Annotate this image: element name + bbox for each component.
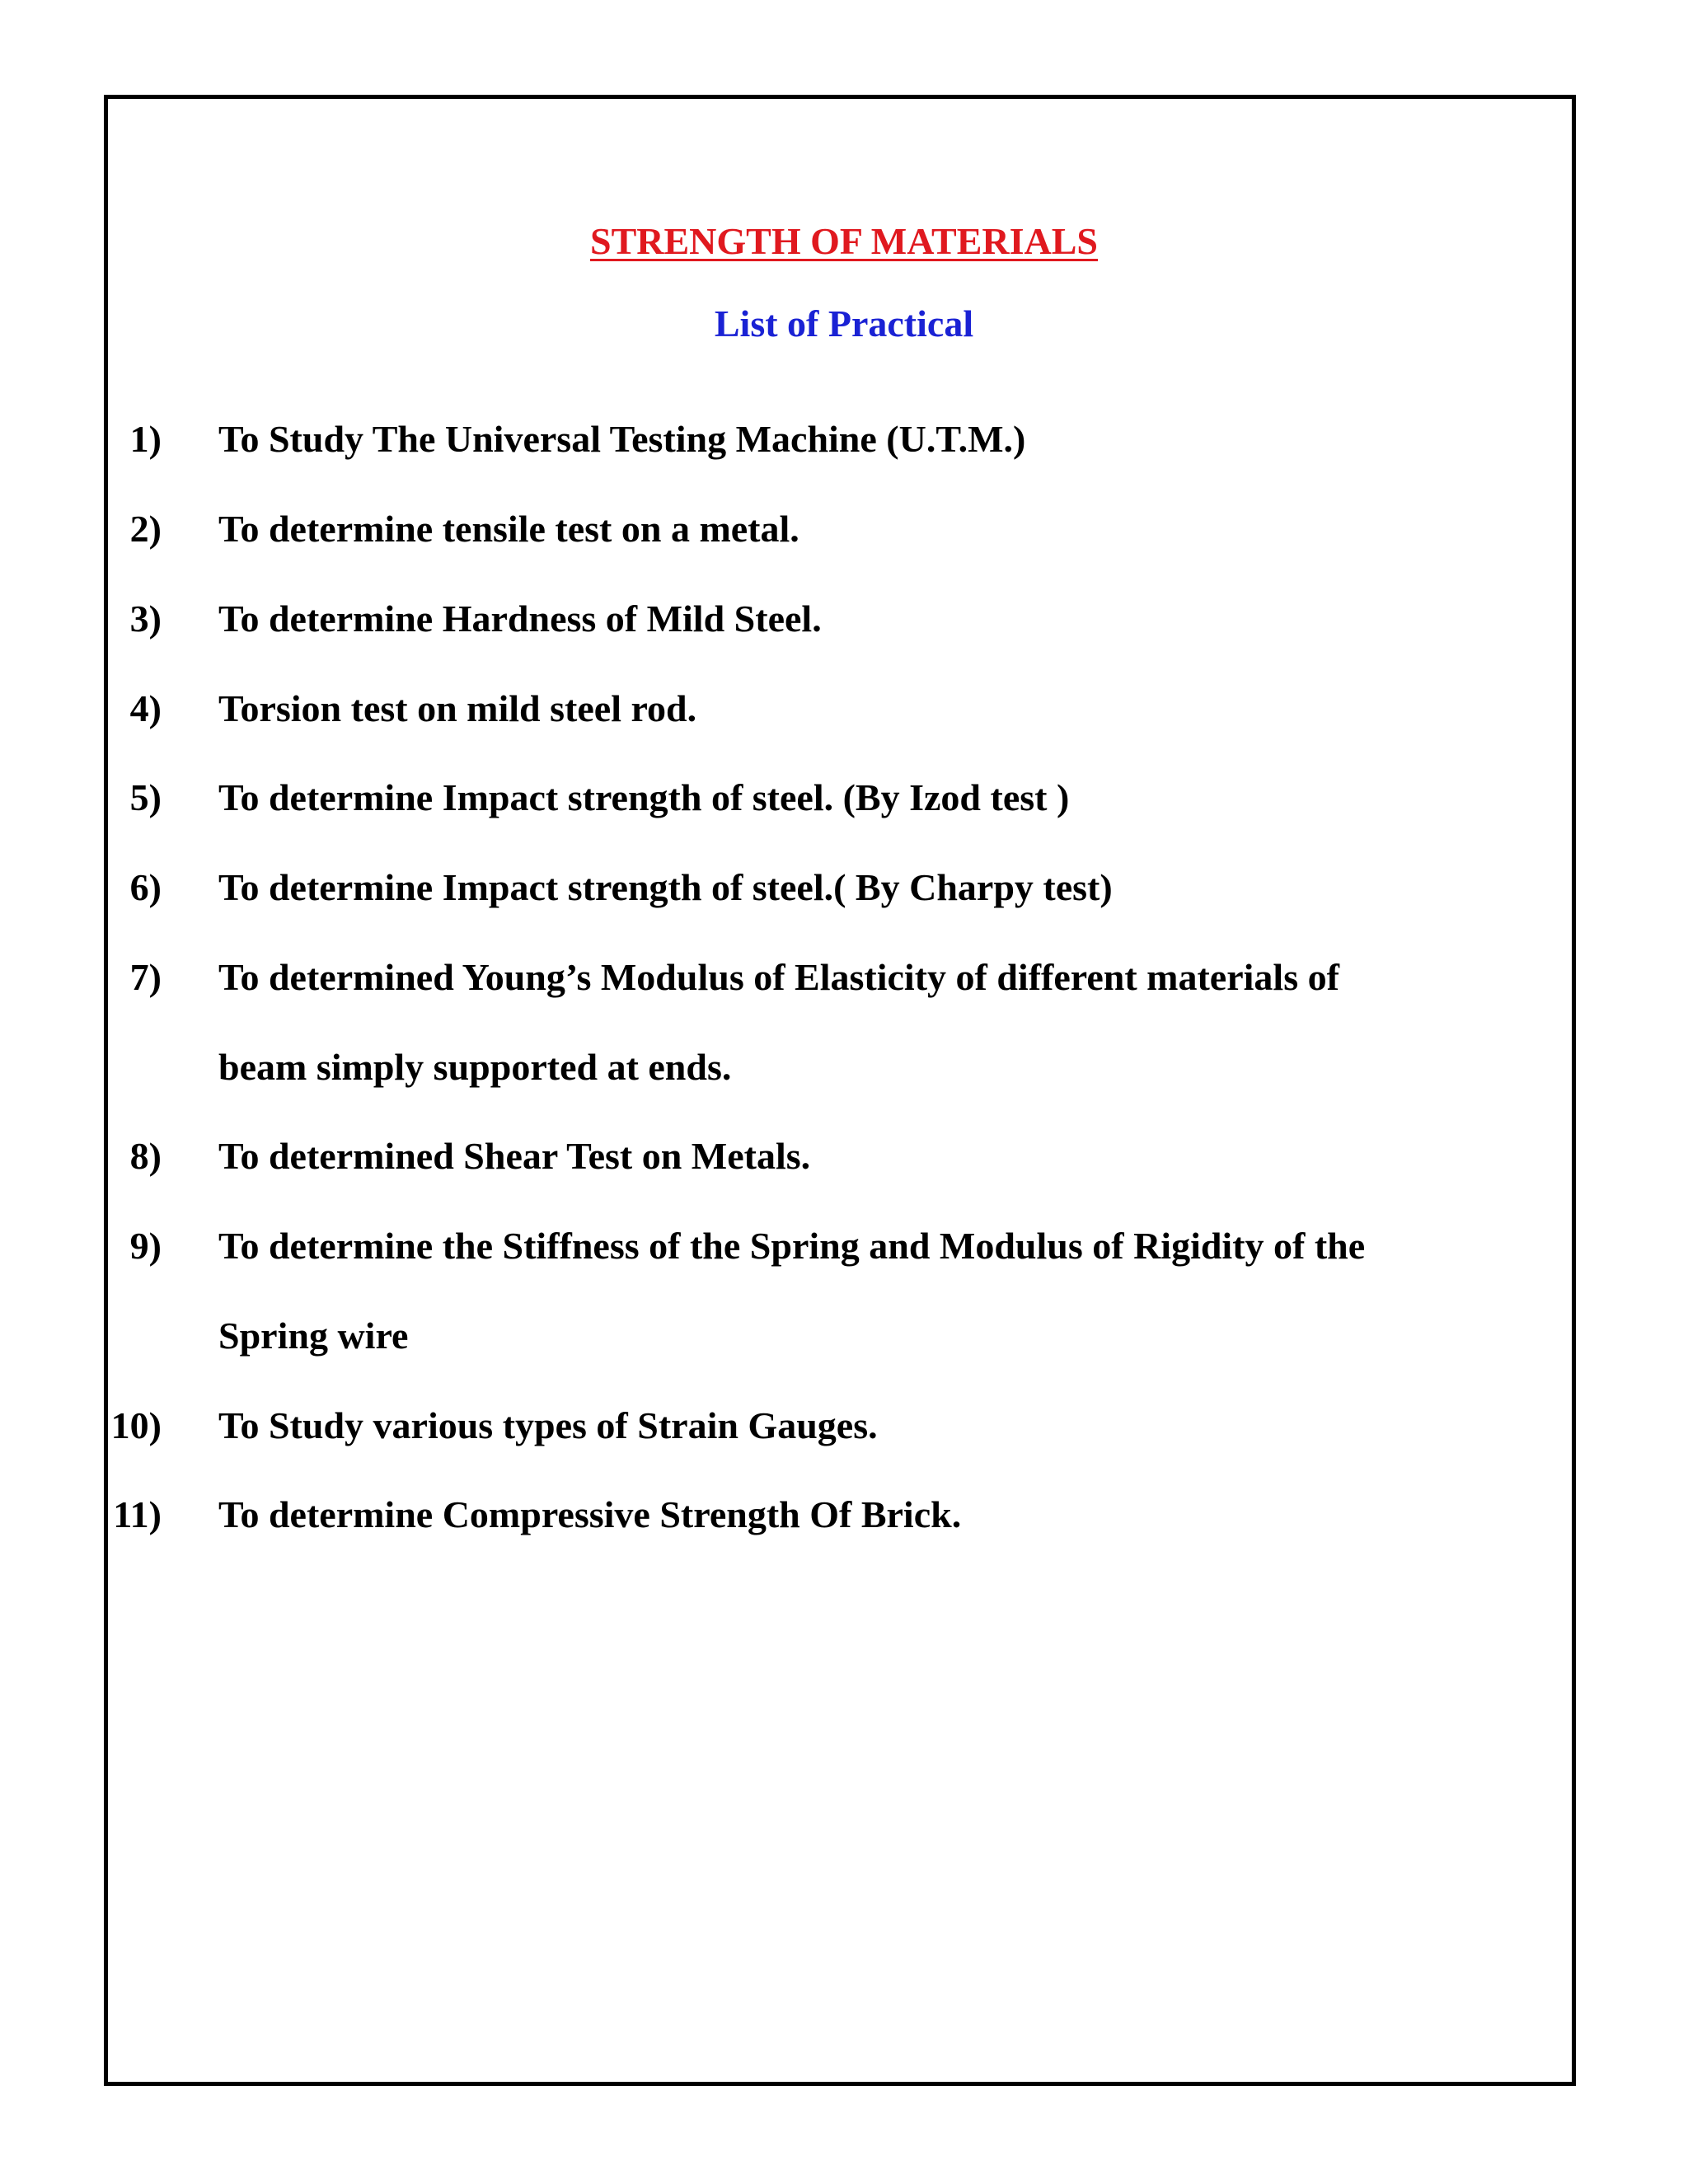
- item-text: To determine the Stiffness of the Spring and Modulus of Rigidity of the: [218, 1225, 1366, 1267]
- document-subtitle: List of Practical: [714, 302, 974, 344]
- item-text: To determine tensile test on a metal.: [218, 508, 799, 550]
- practical-item-4: [0, 684, 1688, 733]
- practical-item-9: [0, 1221, 1688, 1271]
- item-number: 6): [129, 866, 162, 908]
- item-number: 2): [129, 508, 162, 550]
- practical-item-5: [0, 773, 1688, 823]
- item-text: Torsion test on mild steel rod.: [218, 687, 697, 729]
- item-number: 3): [129, 598, 162, 640]
- item-number: 7): [129, 956, 162, 998]
- item-text: To Study various types of Strain Gauges.: [218, 1404, 878, 1446]
- practical-item-10: [0, 1401, 1688, 1451]
- practical-item-7: [0, 953, 1688, 1002]
- item-text: To determined Young’s Modulus of Elasticity of different materials of: [218, 956, 1339, 998]
- item-number: 9): [129, 1225, 162, 1267]
- item-text-continuation: beam simply supported at ends.: [218, 1046, 732, 1088]
- practical-item-7-continuation: [0, 1043, 1688, 1092]
- item-number: 1): [129, 418, 162, 460]
- practical-item-2: [0, 504, 1688, 554]
- document-title: [0, 217, 1688, 266]
- item-number: 4): [129, 687, 162, 729]
- item-number: 10): [110, 1404, 162, 1446]
- item-text: To determine Hardness of Mild Steel.: [218, 598, 822, 640]
- practical-item-11: [0, 1490, 1688, 1540]
- document-title-text: STRENGTH OF MATERIALS: [590, 220, 1098, 262]
- practical-item-3: [0, 594, 1688, 644]
- practical-item-9-continuation: [0, 1311, 1688, 1361]
- practical-item-6: [0, 863, 1688, 912]
- item-text: To Study The Universal Testing Machine (U.T.M.): [218, 418, 1026, 460]
- practical-item-1: [0, 415, 1688, 464]
- item-text: To determine Compressive Strength Of Brick.: [218, 1493, 962, 1535]
- practical-item-8: [0, 1132, 1688, 1181]
- item-text: To determine Impact strength of steel.( By Charpy test): [218, 866, 1113, 908]
- item-number: 5): [129, 776, 162, 818]
- item-text: To determined Shear Test on Metals.: [218, 1135, 811, 1177]
- item-text: To determine Impact strength of steel. (By Izod test ): [218, 776, 1070, 818]
- item-number: 8): [129, 1135, 162, 1177]
- item-text-continuation: Spring wire: [218, 1315, 409, 1357]
- item-number: 11): [113, 1493, 162, 1535]
